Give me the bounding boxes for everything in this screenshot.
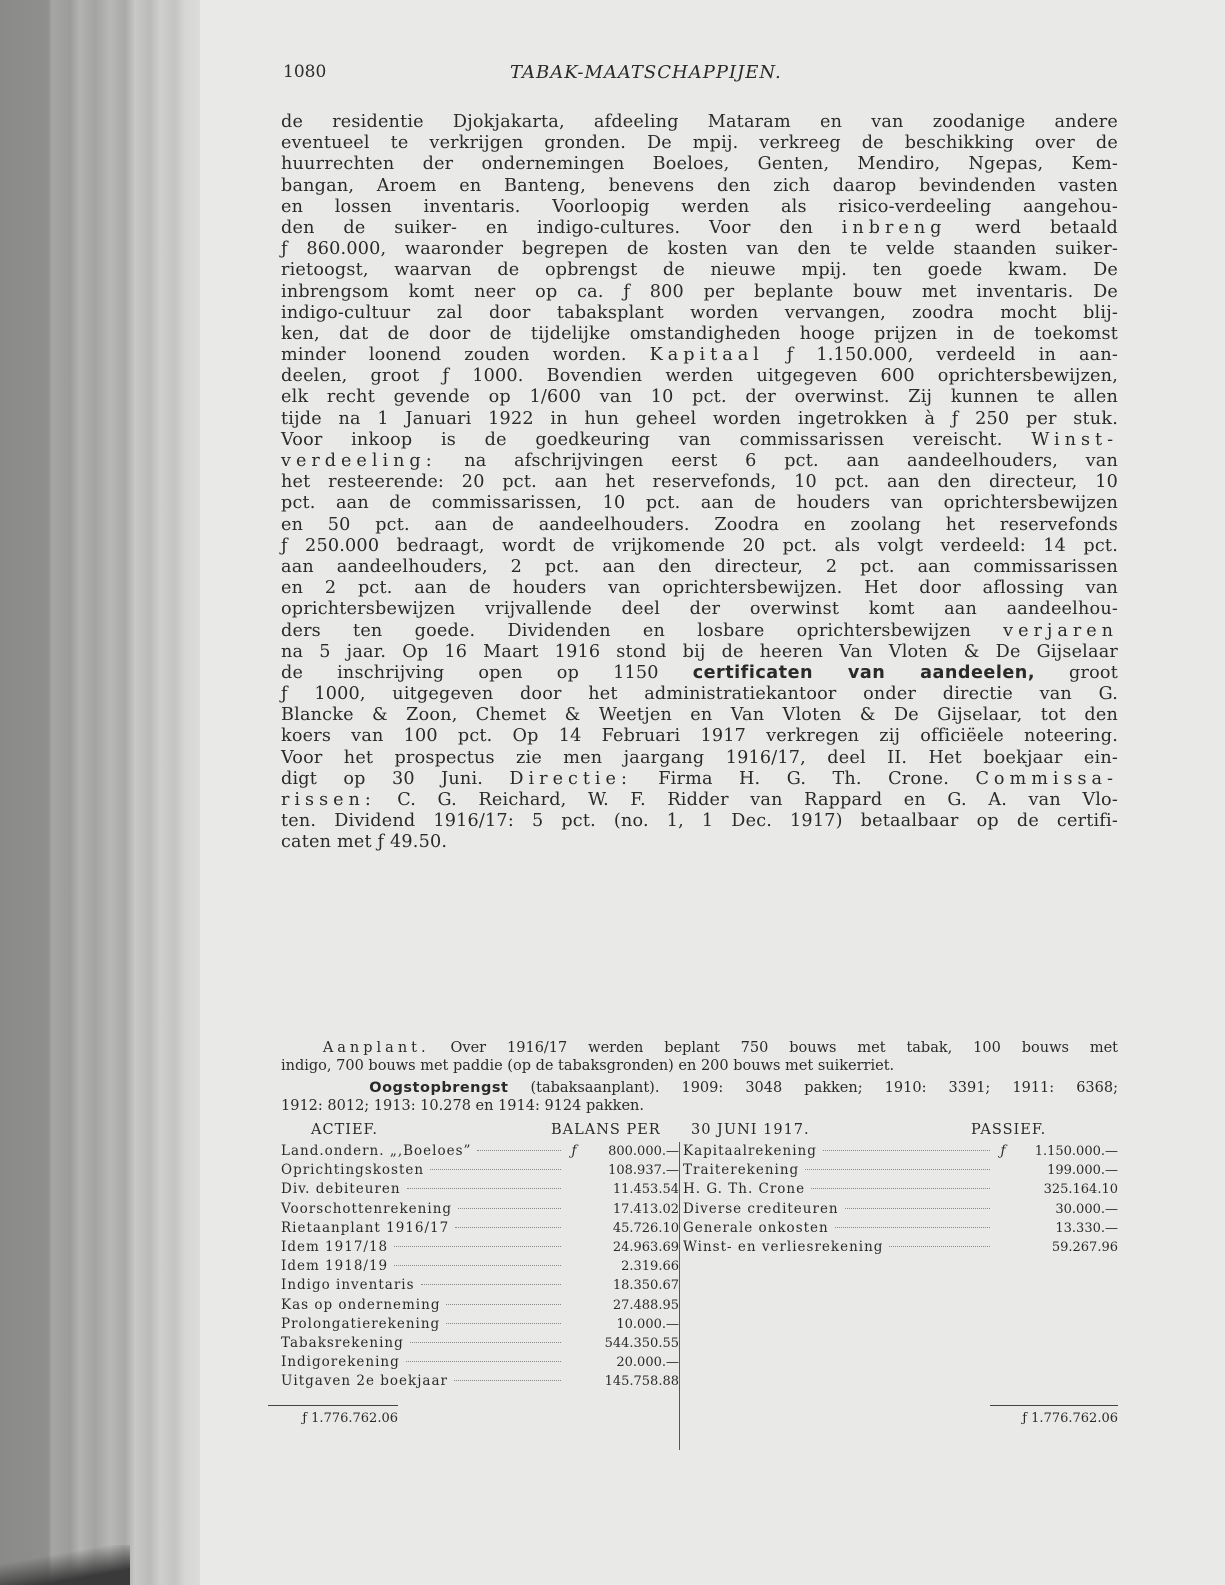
table-row bbox=[281, 1315, 679, 1334]
row-amount: 45.726.10 bbox=[612, 1220, 679, 1236]
row-amount: 13.330.— bbox=[1055, 1220, 1118, 1236]
passief-column bbox=[683, 1142, 1118, 1257]
text-line: oprichtersbewijzen vrijvallende deel der overwinst komt aan aandeelhou- bbox=[281, 599, 1118, 620]
text-fragment: groot bbox=[1069, 662, 1118, 683]
text-line: en 50 pct. aan de aandeelhouders. Zoodra en zoolang het reservefonds bbox=[281, 514, 1118, 535]
currency-symbol: ƒ bbox=[1000, 1143, 1006, 1159]
text-line: bangan, Aroem en Banteng, benevens den zich daarop bevindenden vasten bbox=[281, 175, 1118, 196]
table-row bbox=[281, 1334, 679, 1353]
table-row bbox=[683, 1161, 1118, 1180]
page-header bbox=[283, 62, 1123, 92]
total-rule bbox=[990, 1405, 1118, 1406]
text-line bbox=[281, 1080, 1118, 1098]
actief-total bbox=[268, 1405, 398, 1425]
spaced-term-rissen: rissen: bbox=[281, 790, 376, 810]
row-label: Winst- en verliesrekening bbox=[683, 1238, 884, 1255]
row-label: Kapitaalrekening bbox=[683, 1143, 817, 1159]
row-amount: 544.350.55 bbox=[604, 1335, 679, 1351]
leader-dots bbox=[835, 1227, 990, 1228]
row-label: Kas op onderneming bbox=[281, 1296, 441, 1313]
leader-dots bbox=[811, 1188, 990, 1189]
text-fragment: minder loonend zouden worden. bbox=[281, 345, 627, 366]
leader-dots bbox=[394, 1265, 561, 1266]
currency-symbol: ƒ bbox=[571, 1143, 577, 1159]
leader-dots bbox=[407, 1188, 561, 1189]
row-label: Voorschottenrekening bbox=[281, 1200, 453, 1217]
table-row bbox=[281, 1296, 679, 1315]
text-line: het resteerende: 20 pct. aan het reservefonds, 10 pct. aan den directeur, 10 bbox=[281, 472, 1118, 493]
row-label: Indigo inventaris bbox=[281, 1277, 415, 1294]
row-label: Prolongatierekening bbox=[281, 1315, 441, 1332]
leader-dots bbox=[406, 1361, 561, 1362]
row-amount: 800.000.— bbox=[608, 1144, 679, 1159]
leader-dots bbox=[477, 1150, 561, 1151]
oogstopbrengst-section bbox=[281, 1080, 1118, 1115]
table-row bbox=[683, 1238, 1118, 1257]
table-row bbox=[683, 1219, 1118, 1238]
text-line: indigo, 700 bouws met paddie (op de tabaksgronden) en 200 bouws met suikerriet. bbox=[281, 1057, 895, 1074]
row-label: Indigorekening bbox=[281, 1354, 400, 1371]
text-line: elk recht gevende op 1/600 van 10 pct. der overwinst. Zij kunnen te allen bbox=[281, 387, 1118, 408]
table-row bbox=[281, 1257, 679, 1276]
text-fragment: (tabaksaanplant). 1909: 3048 pakken; 1910: 3391; 1911: 6368; bbox=[530, 1080, 1118, 1096]
text-line: koers van 100 pct. Op 14 Februari 1917 verkregen zij officiëele noteering. bbox=[281, 726, 1118, 747]
row-amount: 27.488.95 bbox=[612, 1297, 679, 1313]
text-line: inbrengsom komt neer op ca. ƒ 800 per beplante bouw met inventaris. De bbox=[281, 281, 1118, 302]
leader-dots bbox=[845, 1208, 990, 1209]
leader-dots bbox=[889, 1246, 990, 1247]
spaced-term-verdeeling: verdeeling: bbox=[281, 451, 437, 471]
table-row bbox=[683, 1180, 1118, 1199]
spaced-term-commissa: Commissa- bbox=[975, 768, 1118, 789]
text-line: pct. aan de commissarissen, 10 pct. aan de houders van oprichtersbewijzen bbox=[281, 493, 1118, 514]
text-line: na 5 jaar. Op 16 Maart 1916 stond bij de heeren Van Vloten & De Gijselaar bbox=[281, 641, 1118, 662]
text-line bbox=[281, 1040, 1118, 1058]
row-amount: 145.758.88 bbox=[604, 1374, 679, 1390]
table-row bbox=[281, 1276, 679, 1295]
table-row bbox=[281, 1200, 679, 1219]
table-row bbox=[683, 1200, 1118, 1219]
table-row bbox=[281, 1180, 679, 1199]
text-line: Blancke & Zoon, Chemet & Weetjen en Van Vloten & De Gijselaar, tot den bbox=[281, 705, 1118, 726]
total-rule bbox=[268, 1405, 398, 1406]
passief-total bbox=[990, 1405, 1118, 1425]
table-row bbox=[281, 1219, 679, 1238]
text-line: 1912: 8012; 1913: 10.278 en 1914: 9124 pakken. bbox=[281, 1097, 644, 1114]
row-label: Idem 1918/19 bbox=[281, 1258, 389, 1275]
row-amount: 17.413.02 bbox=[612, 1201, 679, 1217]
balance-title-part1: BALANS PER bbox=[551, 1122, 661, 1138]
passief-heading: PASSIEF. bbox=[971, 1122, 1047, 1138]
text-line bbox=[281, 663, 1118, 684]
actief-column bbox=[281, 1142, 679, 1391]
table-row bbox=[281, 1161, 679, 1180]
leader-dots bbox=[394, 1246, 561, 1247]
text-line: huurrechten der ondernemingen Boeloes, Genten, Mendiro, Ngepas, Kem- bbox=[281, 154, 1118, 175]
text-line bbox=[281, 769, 1118, 790]
text-line: ƒ 860.000, waaronder begrepen de kosten van den te velde staanden suiker- bbox=[281, 239, 1118, 260]
row-label: Traiterekening bbox=[683, 1162, 800, 1179]
table-row bbox=[281, 1238, 679, 1257]
total-amount: ƒ 1.776.762.06 bbox=[302, 1411, 398, 1426]
row-amount: 325.164.10 bbox=[1043, 1182, 1118, 1198]
page-number: 1080 bbox=[283, 62, 327, 82]
bold-phrase: certificaten van aandeelen, bbox=[692, 662, 1036, 683]
balance-sheet bbox=[281, 1122, 1118, 1390]
text-fragment: ders ten goede. Dividenden en losbare oprichtersbewijzen bbox=[281, 620, 971, 641]
text-line bbox=[281, 790, 1118, 811]
row-label: Idem 1917/18 bbox=[281, 1238, 389, 1255]
text-line bbox=[281, 451, 1118, 472]
text-line: eventueel te verkrijgen gronden. De mpij. verkreeg de beschikking over de bbox=[281, 133, 1118, 154]
spaced-term-verjaren: verjaren bbox=[1003, 620, 1118, 641]
row-amount: 30.000.— bbox=[1055, 1201, 1118, 1217]
text-line: ten. Dividend 1916/17: 5 pct. (no. 1, 1 Dec. 1917) betaalbaar op de certifi- bbox=[281, 811, 1118, 832]
text-fragment: Voor inkoop is de goedkeuring van commissarissen vereischt. bbox=[281, 429, 1003, 450]
leader-dots bbox=[458, 1208, 561, 1209]
text-line: indigo-cultuur zal door tabaksplant worden vervangen, zoodra mocht blij- bbox=[281, 302, 1118, 323]
balance-header bbox=[281, 1122, 1118, 1140]
leader-dots bbox=[446, 1304, 561, 1305]
text-fragment: C. G. Reichard, W. F. Ridder van Rappard en G. A. van Vlo- bbox=[397, 790, 1118, 810]
spaced-term-directie: Directie: bbox=[509, 768, 632, 789]
table-row bbox=[281, 1142, 679, 1161]
text-fragment: digt op 30 Juni. bbox=[281, 768, 484, 789]
spaced-term-winst: Winst- bbox=[1031, 429, 1119, 450]
row-amount: 199.000.— bbox=[1047, 1163, 1118, 1179]
text-fragment: Over 1916/17 werden beplant 750 bouws met tabak, 100 bouws met bbox=[450, 1040, 1118, 1056]
row-label: Uitgaven 2e boekjaar bbox=[281, 1373, 448, 1390]
text-line: en 2 pct. aan de houders van oprichtersbewijzen. Het door aflossing van bbox=[281, 578, 1118, 599]
text-line: Voor het prospectus zie men jaargang 1916/17, deel II. Het boekjaar ein- bbox=[281, 747, 1118, 768]
text-line bbox=[281, 345, 1118, 366]
leader-dots bbox=[410, 1342, 561, 1343]
row-amount: 11.453.54 bbox=[612, 1182, 679, 1198]
text-fragment: Firma H. G. Th. Crone. bbox=[658, 768, 950, 789]
row-label: H. G. Th. Crone bbox=[683, 1181, 806, 1198]
text-line: deelen, groot ƒ 1000. Bovendien werden uitgegeven 600 oprichtersbewijzen, bbox=[281, 366, 1118, 387]
leader-dots bbox=[446, 1323, 561, 1324]
text-fragment: ƒ 1.150.000, verdeeld in aan- bbox=[786, 345, 1118, 366]
row-label: Tabaksrekening bbox=[281, 1334, 404, 1351]
text-line: ƒ 1000, uitgegeven door het administratiekantoor onder directie van G. bbox=[281, 684, 1118, 705]
leader-dots bbox=[805, 1169, 990, 1170]
row-amount: 59.267.96 bbox=[1051, 1239, 1118, 1255]
text-line: tijde na 1 Januari 1922 in hun geheel worden ingetrokken à ƒ 250 per stuk. bbox=[281, 408, 1118, 429]
column-divider bbox=[679, 1142, 680, 1450]
text-line bbox=[281, 430, 1118, 451]
leader-dots bbox=[454, 1380, 561, 1381]
row-amount: 2.319.66 bbox=[621, 1259, 679, 1275]
row-amount: 20.000.— bbox=[616, 1355, 679, 1371]
text-line: rietoogst, waarvan de opbrengst de nieuwe mpij. ten goede kwam. De bbox=[281, 260, 1118, 281]
leader-dots bbox=[421, 1284, 561, 1285]
aanplant-heading: Aanplant. bbox=[322, 1040, 430, 1056]
leader-dots bbox=[455, 1227, 561, 1228]
row-amount: 24.963.69 bbox=[612, 1239, 679, 1255]
body-paragraph bbox=[281, 112, 1118, 854]
row-amount: 1.150.000.— bbox=[1034, 1144, 1118, 1159]
text-fragment: de inschrijving open op 1150 bbox=[281, 662, 659, 683]
text-fragment: na afschrijvingen eerst 6 pct. aan aandeelhouders, van bbox=[464, 451, 1118, 471]
running-title: TABAK-MAATSCHAPPIJEN. bbox=[510, 62, 782, 83]
row-label: Oprichtingskosten bbox=[281, 1162, 425, 1179]
row-label: Div. debiteuren bbox=[281, 1181, 401, 1198]
oogstopbrengst-heading: Oogstopbrengst bbox=[369, 1080, 509, 1096]
table-row bbox=[683, 1142, 1118, 1161]
text-line: de residentie Djokjakarta, afdeeling Mataram en van zoodanige andere bbox=[281, 112, 1118, 132]
table-row bbox=[281, 1353, 679, 1372]
row-label: Generale onkosten bbox=[683, 1219, 829, 1236]
text-fragment: werd betaald bbox=[975, 217, 1118, 238]
spaced-term-inbreng: inbreng bbox=[841, 217, 947, 238]
balance-title-part2: 30 JUNI 1917. bbox=[691, 1122, 810, 1138]
total-amount: ƒ 1.776.762.06 bbox=[1022, 1411, 1118, 1426]
text-line: ƒ 250.000 bedraagt, wordt de vrijkomende 20 pct. als volgt verdeeld: 14 pct. bbox=[281, 535, 1118, 556]
row-label: Diverse crediteuren bbox=[683, 1200, 839, 1217]
row-label: Land.ondern. „,Boeloes” bbox=[281, 1143, 472, 1159]
text-line bbox=[281, 621, 1118, 642]
leader-dots bbox=[823, 1150, 990, 1151]
table-row bbox=[281, 1372, 679, 1391]
aanplant-section bbox=[281, 1040, 1118, 1075]
leader-dots bbox=[430, 1169, 561, 1170]
text-line bbox=[281, 218, 1118, 239]
spaced-term-kapitaal: Kapitaal bbox=[649, 345, 764, 366]
row-label: Rietaanplant 1916/17 bbox=[281, 1219, 450, 1236]
text-line: caten met ƒ 49.50. bbox=[281, 832, 448, 853]
row-amount: 10.000.— bbox=[616, 1316, 679, 1332]
row-amount: 18.350.67 bbox=[612, 1278, 679, 1294]
row-amount: 108.937.— bbox=[608, 1163, 679, 1179]
text-line: en lossen inventaris. Voorloopig werden als risico-verdeeling aangehou- bbox=[281, 196, 1118, 217]
text-line: aan aandeelhouders, 2 pct. aan den directeur, 2 pct. aan commissarissen bbox=[281, 556, 1118, 577]
book-binding-edge bbox=[0, 0, 200, 1585]
actief-heading: ACTIEF. bbox=[311, 1122, 378, 1138]
text-fragment: den de suiker- en indigo-cultures. Voor den bbox=[281, 217, 813, 238]
text-line: ken, dat de door de tijdelijke omstandigheden hooge prijzen in de toekomst bbox=[281, 323, 1118, 344]
